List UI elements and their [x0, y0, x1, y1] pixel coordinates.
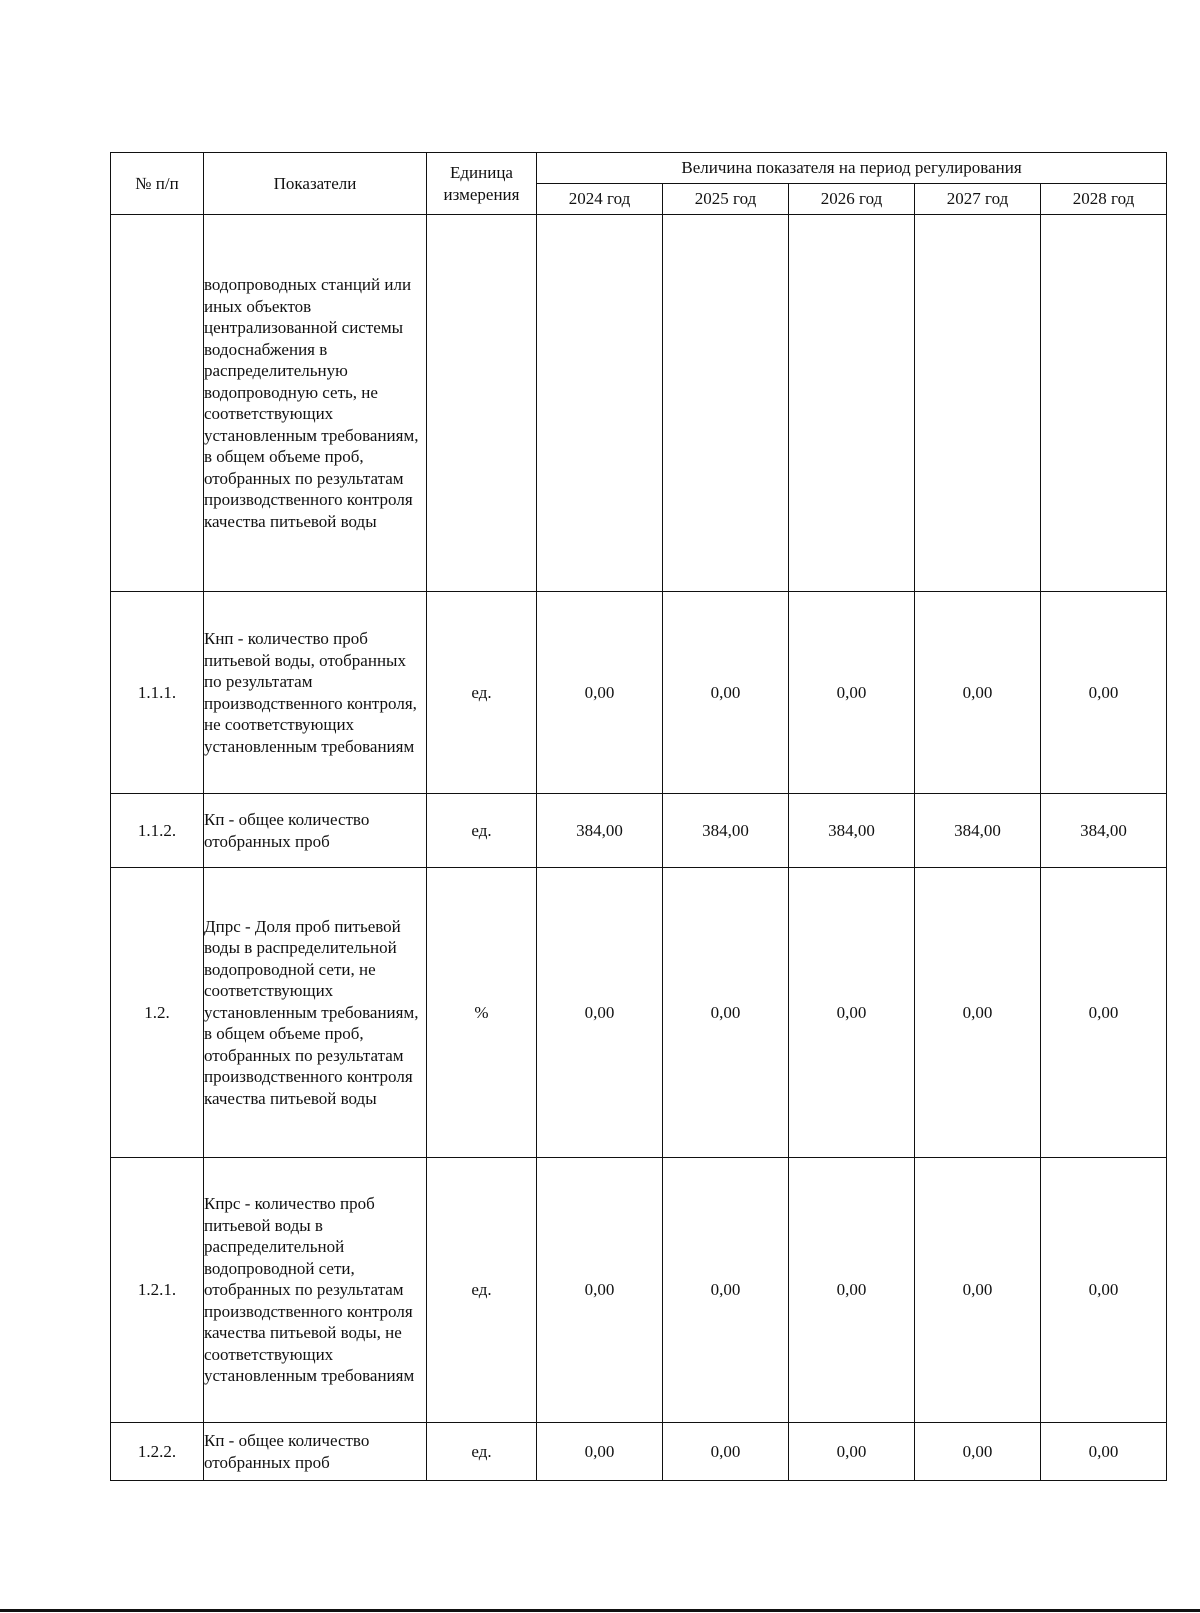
- row-value-2027: 0,00: [915, 592, 1041, 794]
- header-period: Величина показателя на период регулирования: [537, 153, 1167, 184]
- row-indicator-name: Дпрс - Доля проб питьевой воды в распределительной водопроводной сети, не соответствующих установленным требованиям, в общем объеме проб, отобранных по результатам производственного контроля качества питьевой воды: [204, 868, 427, 1158]
- row-unit: ед.: [427, 1158, 537, 1423]
- row-value-2028: 0,00: [1041, 1423, 1167, 1481]
- row-number: 1.2.: [111, 868, 204, 1158]
- row-value-2026: [789, 215, 915, 592]
- row-indicator-name: Кпрс - количество проб питьевой воды в распределительной водопроводной сети, отобранных по результатам производственного контроля качества питьевой воды, не соответствующих установленным требованиям: [204, 1158, 427, 1423]
- row-indicator-name: Кнп - количество проб питьевой воды, отобранных по результатам производственного контроля, не соответствующих установленным требованиям: [204, 592, 427, 794]
- row-indicator-name: Кп - общее количество отобранных проб: [204, 794, 427, 868]
- row-value-2027: 0,00: [915, 868, 1041, 1158]
- row-number: 1.1.1.: [111, 592, 204, 794]
- row-unit: %: [427, 868, 537, 1158]
- row-value-2027: 0,00: [915, 1423, 1041, 1481]
- row-unit: [427, 215, 537, 592]
- row-value-2025: 0,00: [663, 868, 789, 1158]
- header-year-2028: 2028 год: [1041, 184, 1167, 215]
- row-value-2026: 0,00: [789, 868, 915, 1158]
- row-value-2024: 0,00: [537, 1158, 663, 1423]
- row-value-2025: 0,00: [663, 1423, 789, 1481]
- row-indicator-name: Кп - общее количество отобранных проб: [204, 1423, 427, 1481]
- row-value-2028: 0,00: [1041, 1158, 1167, 1423]
- table-row: [111, 1423, 1167, 1481]
- row-value-2028: 384,00: [1041, 794, 1167, 868]
- table-row: [111, 1158, 1167, 1423]
- row-value-2025: 384,00: [663, 794, 789, 868]
- row-value-2024: 0,00: [537, 1423, 663, 1481]
- row-unit: ед.: [427, 794, 537, 868]
- row-value-2024: 0,00: [537, 592, 663, 794]
- row-value-2025: 0,00: [663, 1158, 789, 1423]
- row-value-2026: 0,00: [789, 1423, 915, 1481]
- header-no: № п/п: [111, 153, 204, 215]
- header-year-2026: 2026 год: [789, 184, 915, 215]
- row-value-2027: [915, 215, 1041, 592]
- row-value-2026: 0,00: [789, 1158, 915, 1423]
- indicators-table: [110, 152, 1167, 1481]
- table-row: [111, 215, 1167, 592]
- header-name: Показатели: [204, 153, 427, 215]
- row-value-2025: 0,00: [663, 592, 789, 794]
- scan-edge-line: [0, 1609, 1200, 1612]
- header-year-2025: 2025 год: [663, 184, 789, 215]
- row-value-2028: [1041, 215, 1167, 592]
- row-value-2026: 0,00: [789, 592, 915, 794]
- row-value-2024: [537, 215, 663, 592]
- row-value-2027: 0,00: [915, 1158, 1041, 1423]
- row-value-2025: [663, 215, 789, 592]
- header-year-2027: 2027 год: [915, 184, 1041, 215]
- table-row: [111, 794, 1167, 868]
- row-unit: ед.: [427, 592, 537, 794]
- row-indicator-name: водопроводных станций или иных объектов централизованной системы водоснабжения в распределительную водопроводную сеть, не соответствующих установленным требованиям, в общем объеме проб, отобранных по результатам производственного контроля качества питьевой воды: [204, 215, 427, 592]
- row-value-2027: 384,00: [915, 794, 1041, 868]
- row-number: 1.2.2.: [111, 1423, 204, 1481]
- table-row: [111, 592, 1167, 794]
- header-unit: Единица измерения: [427, 153, 537, 215]
- row-number: [111, 215, 204, 592]
- row-number: 1.2.1.: [111, 1158, 204, 1423]
- table-row: [111, 868, 1167, 1158]
- header-year-2024: 2024 год: [537, 184, 663, 215]
- row-number: 1.1.2.: [111, 794, 204, 868]
- row-value-2024: 0,00: [537, 868, 663, 1158]
- row-unit: ед.: [427, 1423, 537, 1481]
- row-value-2026: 384,00: [789, 794, 915, 868]
- row-value-2028: 0,00: [1041, 592, 1167, 794]
- row-value-2028: 0,00: [1041, 868, 1167, 1158]
- row-value-2024: 384,00: [537, 794, 663, 868]
